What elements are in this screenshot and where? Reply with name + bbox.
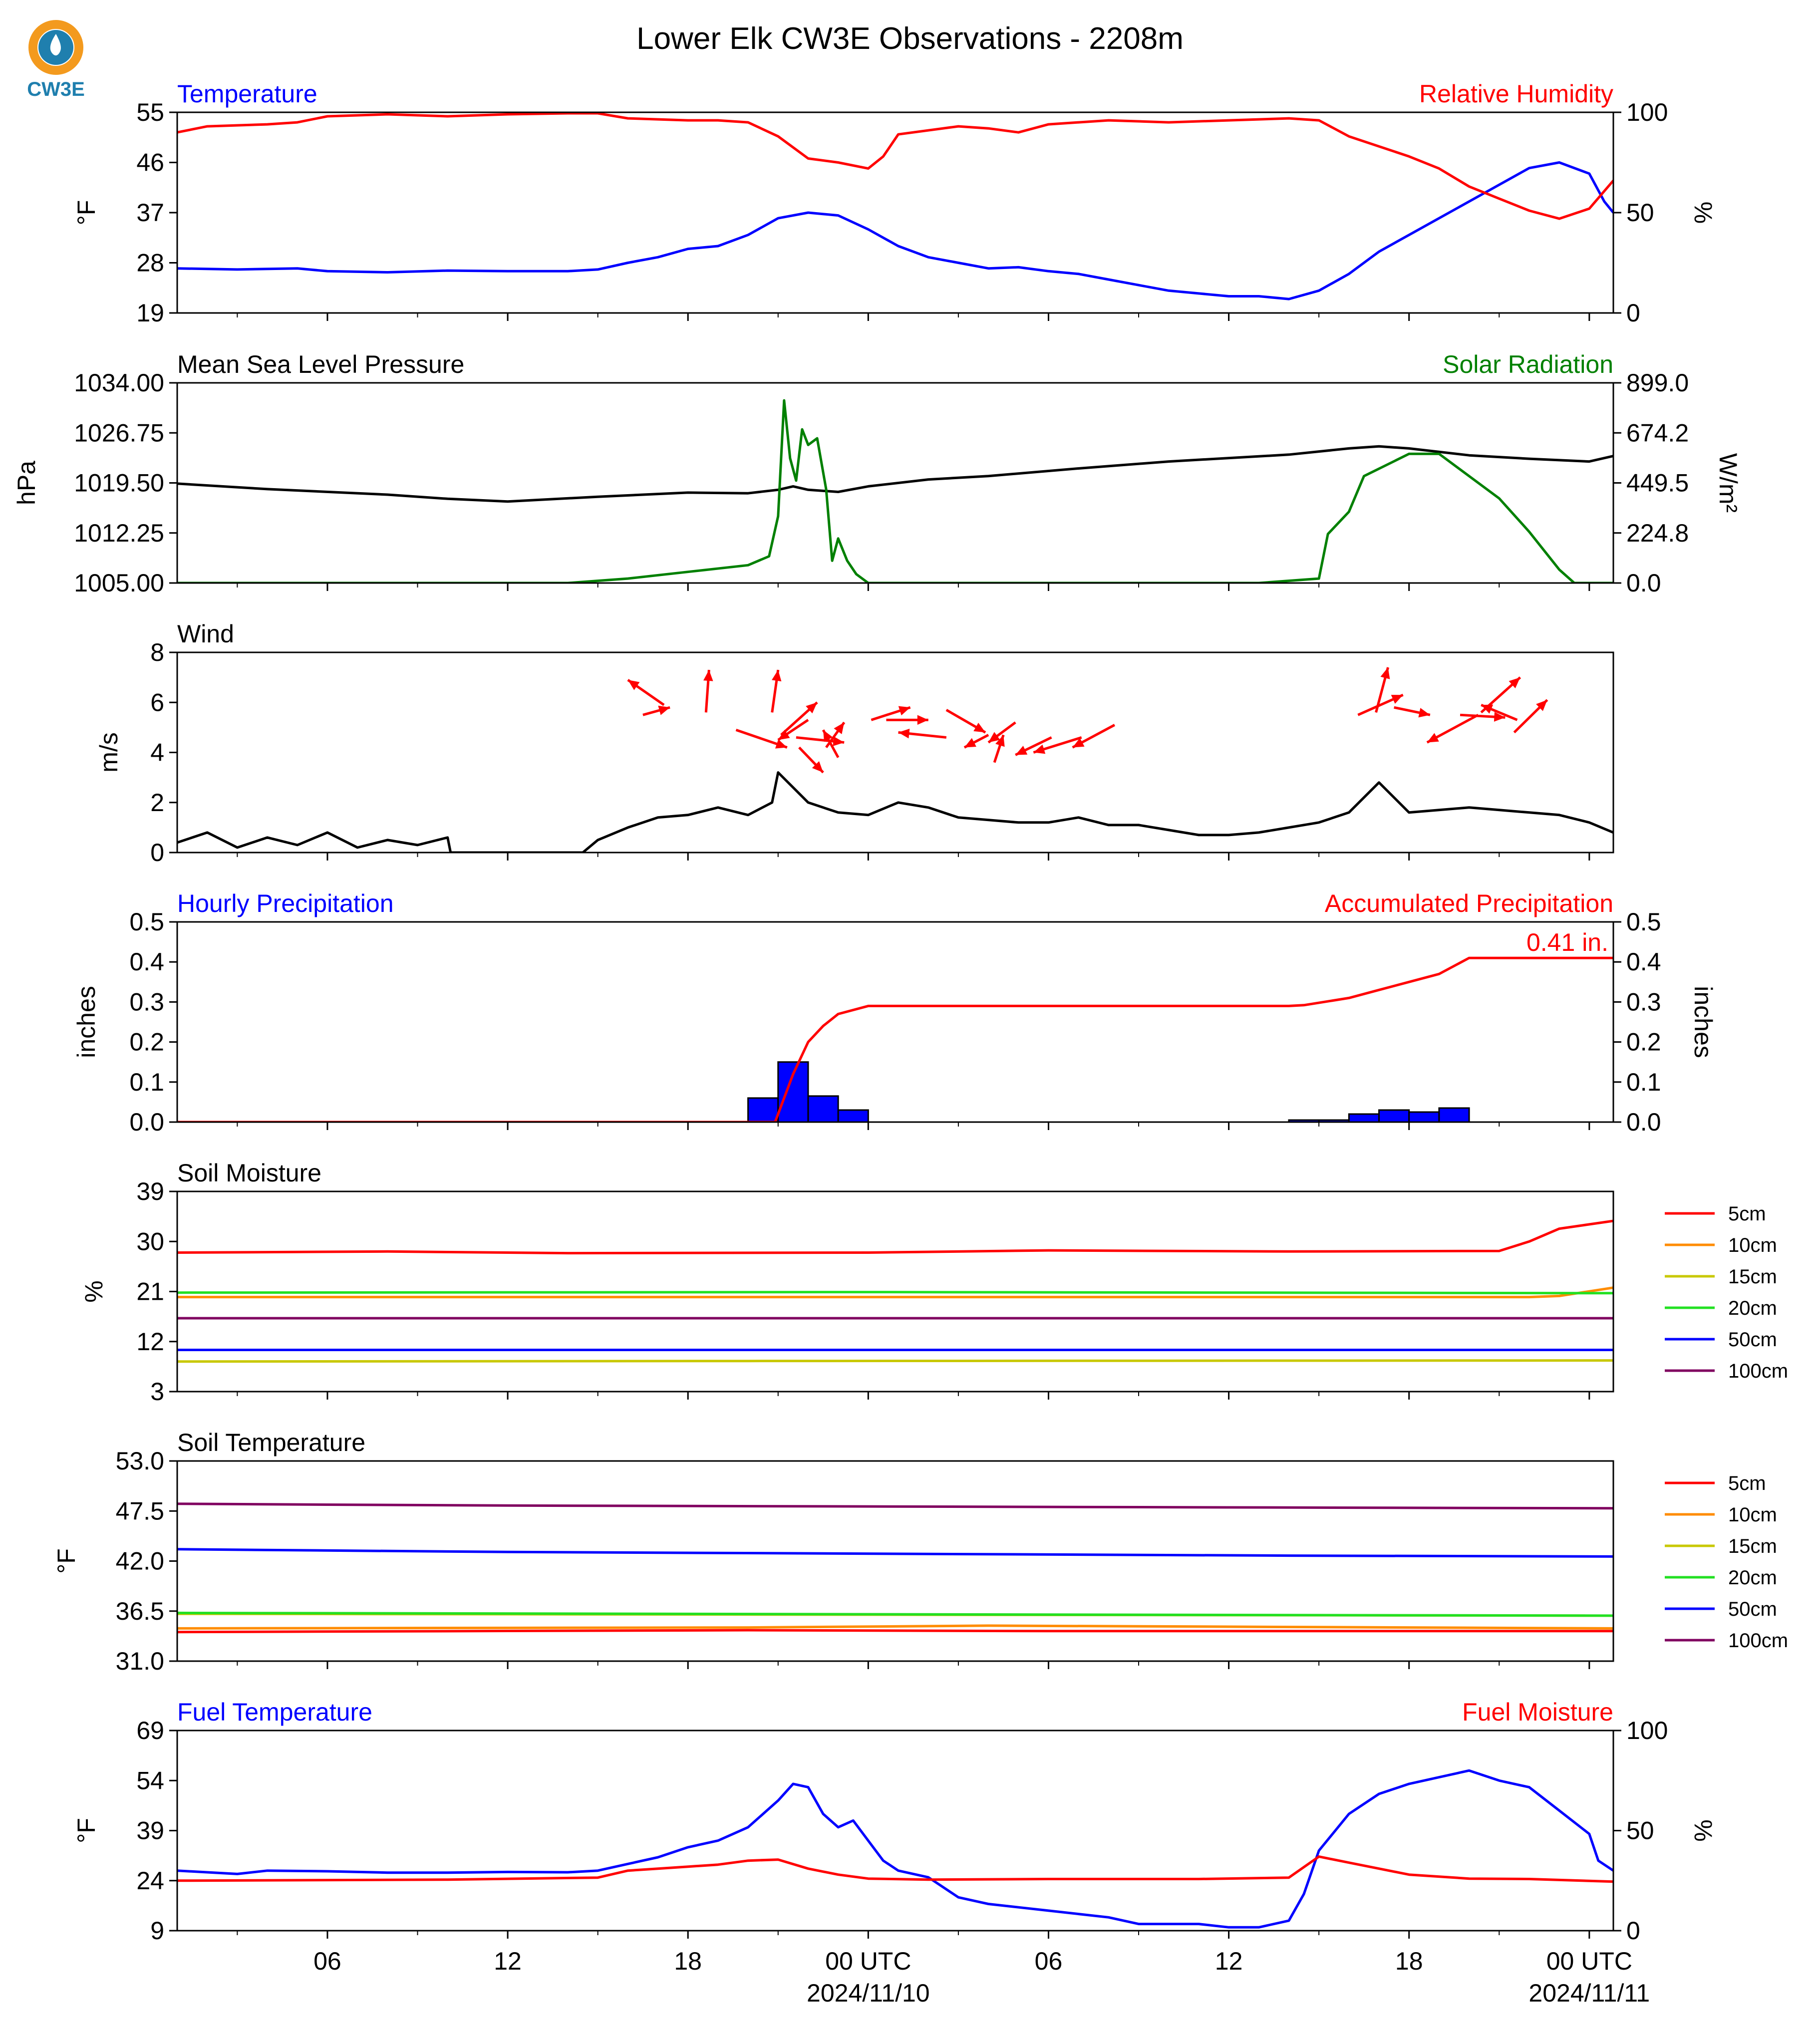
y-unit-right: inches — [1689, 986, 1717, 1058]
y-tick-label-left: 0.0 — [129, 1108, 164, 1136]
y-unit-left: m/s — [95, 732, 123, 773]
series-line-accumulated-precipitation — [177, 958, 1613, 1122]
series-line-100cm — [177, 1504, 1613, 1508]
wind-vector-arrow — [643, 706, 670, 715]
y-tick-label-left: 46 — [136, 148, 164, 177]
x-tick-label: 18 — [1395, 1947, 1423, 1975]
x-tick-label: 00 UTC — [825, 1947, 911, 1975]
y-unit-left: inches — [72, 986, 100, 1058]
y-tick-label-left: 1012.25 — [74, 519, 164, 547]
y-unit-left: % — [80, 1280, 108, 1303]
wind-vector-arrow — [871, 706, 910, 720]
panel-title-right: Accumulated Precipitation — [1324, 889, 1613, 917]
legend-label-15cm: 15cm — [1728, 1266, 1777, 1288]
y-tick-label-left: 0.4 — [129, 948, 164, 976]
panel-precip — [72, 889, 1717, 1136]
panel-temp_rh — [72, 80, 1717, 327]
series-line-5cm — [177, 1221, 1613, 1253]
panel-title-left: Hourly Precipitation — [177, 889, 394, 917]
y-tick-label-right: 0.4 — [1626, 948, 1661, 976]
series-line-solar-radiation — [177, 400, 1613, 583]
panel-soil_temp — [52, 1429, 1788, 1675]
legend-label-10cm: 10cm — [1728, 1234, 1777, 1256]
x-tick-label: 12 — [494, 1947, 522, 1975]
precip-bar — [1439, 1108, 1469, 1122]
plot-area — [177, 958, 1613, 1122]
panel-title-left: Soil Moisture — [177, 1159, 321, 1187]
y-tick-label-left: 31.0 — [115, 1647, 164, 1675]
wind-vector-arrow — [1073, 725, 1115, 747]
panel-title-right: Relative Humidity — [1419, 80, 1613, 108]
wind-vector-arrow — [899, 729, 946, 738]
x-date-label: 2024/11/11 — [1528, 1979, 1650, 2007]
y-tick-label-left: 1026.75 — [74, 419, 164, 447]
wind-vector-arrow — [1427, 715, 1478, 742]
legend-label-100cm: 100cm — [1728, 1630, 1789, 1652]
precip-bar — [1409, 1112, 1439, 1122]
y-tick-label-left: 69 — [136, 1717, 164, 1744]
y-unit-right: W/m² — [1714, 453, 1742, 513]
y-unit-left: °F — [52, 1548, 80, 1574]
panel-soil_moisture — [80, 1159, 1788, 1406]
legend-label-15cm: 15cm — [1728, 1535, 1777, 1557]
y-tick-label-left: 21 — [136, 1277, 164, 1306]
y-tick-label-left: 39 — [136, 1177, 164, 1205]
series-line-mean-sea-level-pressure — [177, 446, 1613, 502]
y-tick-label-left: 30 — [136, 1227, 164, 1256]
panel-title-left: Fuel Temperature — [177, 1698, 372, 1726]
y-tick-label-left: 42.0 — [115, 1547, 164, 1575]
y-tick-label-right: 0.0 — [1626, 569, 1661, 597]
plot-area — [177, 1221, 1613, 1362]
panel-frame — [177, 1731, 1613, 1931]
y-tick-label-left: 36.5 — [115, 1597, 164, 1625]
y-unit-left: °F — [72, 1818, 100, 1843]
wind-vector-arrow — [796, 736, 844, 746]
y-tick-label-right: 50 — [1626, 199, 1654, 227]
y-tick-label-left: 47.5 — [115, 1497, 164, 1525]
precip-bar — [778, 1062, 808, 1122]
wind-vector-arrow — [964, 735, 988, 747]
legend-label-10cm: 10cm — [1728, 1504, 1777, 1526]
wind-vector-head — [834, 722, 844, 734]
y-tick-label-left: 19 — [136, 299, 164, 327]
y-tick-label-right: 0.1 — [1626, 1068, 1661, 1096]
y-tick-label-right: 0 — [1626, 299, 1640, 327]
legend-label-50cm: 50cm — [1728, 1598, 1777, 1620]
figure-title: Lower Elk CW3E Observations - 2208m — [636, 21, 1184, 56]
wind-vector-arrow — [628, 680, 664, 705]
y-tick-label-left: 55 — [136, 98, 164, 126]
wind-vector-head — [778, 730, 790, 740]
legend-label-5cm: 5cm — [1728, 1203, 1766, 1225]
wind-vector-head — [775, 739, 787, 749]
panels — [12, 80, 1788, 1945]
y-tick-label-left: 2 — [150, 788, 164, 817]
y-tick-label-left: 1034.00 — [74, 369, 164, 397]
y-tick-label-left: 0.5 — [129, 908, 164, 936]
legend-label-20cm: 20cm — [1728, 1567, 1777, 1589]
panel-frame — [177, 922, 1613, 1122]
y-tick-label-left: 6 — [150, 688, 164, 717]
wind-vector-head — [1418, 708, 1430, 717]
x-date-label: 2024/11/10 — [807, 1979, 930, 2007]
wind-vector-arrow — [886, 715, 928, 725]
plot-area — [177, 667, 1613, 853]
plot-area — [177, 1770, 1613, 1927]
y-unit-left: hPa — [12, 461, 40, 505]
legend-label-50cm: 50cm — [1728, 1329, 1777, 1351]
x-tick-label: 12 — [1214, 1947, 1243, 1975]
panel-frame — [177, 652, 1613, 853]
cw3e-logo — [27, 24, 85, 100]
y-tick-label-left: 53.0 — [115, 1447, 164, 1475]
y-tick-label-right: 674.2 — [1626, 419, 1689, 447]
y-tick-label-right: 100 — [1626, 98, 1668, 126]
y-tick-label-right: 0.0 — [1626, 1108, 1661, 1136]
x-tick-label: 00 UTC — [1546, 1947, 1632, 1975]
wind-vector-arrow — [703, 670, 713, 712]
panel-pressure_solar — [12, 350, 1742, 597]
y-tick-label-left: 1019.50 — [74, 469, 164, 497]
wind-vector-arrow — [1394, 707, 1430, 717]
y-tick-label-right: 0.5 — [1626, 908, 1661, 936]
panel-fuel — [72, 1698, 1717, 1945]
y-tick-label-right: 0.3 — [1626, 988, 1661, 1016]
precip-bar — [838, 1110, 868, 1122]
wind-vector-arrow — [946, 710, 985, 732]
y-unit-right: % — [1689, 201, 1717, 224]
panel-title-left: Wind — [177, 620, 234, 648]
wind-vector-arrow — [772, 670, 781, 712]
y-tick-label-right: 449.5 — [1626, 469, 1689, 497]
wind-vector-head — [772, 670, 781, 681]
y-tick-label-right: 0.2 — [1626, 1028, 1661, 1056]
y-tick-label-left: 0.3 — [129, 988, 164, 1016]
wind-vector-arrow — [1514, 700, 1547, 732]
precip-bar — [1379, 1110, 1409, 1122]
wind-vector-head — [899, 706, 910, 716]
plot-area — [177, 113, 1613, 299]
precip-bar — [1349, 1114, 1379, 1122]
panel-frame — [177, 112, 1613, 313]
precip-bar — [748, 1098, 778, 1122]
accumulated-total-label: 0.41 in. — [1526, 928, 1608, 957]
series-line-5cm — [177, 1630, 1613, 1632]
x-axis-labels — [313, 1947, 1650, 2007]
y-tick-label-left: 24 — [136, 1866, 164, 1895]
plot-area — [177, 1504, 1613, 1632]
y-tick-label-left: 8 — [150, 638, 164, 666]
series-line-temperature — [177, 163, 1613, 299]
y-tick-label-right: 899.0 — [1626, 369, 1689, 397]
legend-label-5cm: 5cm — [1728, 1472, 1766, 1494]
y-tick-label-left: 0 — [150, 839, 164, 867]
series-line-20cm — [177, 1292, 1613, 1293]
series-line-10cm — [177, 1626, 1613, 1629]
plot-area — [177, 400, 1613, 583]
y-tick-label-left: 3 — [150, 1378, 164, 1406]
x-tick-label: 06 — [1034, 1947, 1063, 1975]
y-tick-label-left: 9 — [150, 1917, 164, 1945]
x-tick-label: 18 — [674, 1947, 702, 1975]
y-tick-label-right: 100 — [1626, 1717, 1668, 1744]
series-line-relative-humidity — [177, 113, 1613, 219]
wind-vector-arrow — [1376, 667, 1390, 712]
y-unit-left: °F — [72, 200, 100, 226]
y-tick-label-left: 12 — [136, 1327, 164, 1356]
legend — [1665, 1203, 1788, 1382]
series-line-15cm — [177, 1361, 1613, 1362]
y-tick-label-left: 0.1 — [129, 1068, 164, 1096]
x-tick-label: 06 — [313, 1947, 341, 1975]
y-tick-label-left: 4 — [150, 738, 164, 767]
wind-vector-head — [703, 670, 713, 681]
panel-title-right: Solar Radiation — [1443, 350, 1613, 378]
wind-vector-head — [628, 680, 640, 690]
y-tick-label-left: 0.2 — [129, 1028, 164, 1056]
panel-title-left: Temperature — [177, 80, 317, 108]
panel-title-left: Mean Sea Level Pressure — [177, 350, 465, 378]
y-tick-label-left: 28 — [136, 249, 164, 277]
y-tick-label-right: 50 — [1626, 1816, 1654, 1845]
wind-vector-arrow — [781, 702, 817, 735]
legend — [1665, 1472, 1788, 1652]
panel-title-right: Fuel Moisture — [1462, 1698, 1613, 1726]
precip-bar — [808, 1096, 838, 1122]
y-tick-label-left: 37 — [136, 199, 164, 227]
legend-label-100cm: 100cm — [1728, 1360, 1789, 1382]
y-tick-label-left: 1005.00 — [74, 569, 164, 597]
series-line-fuel-temperature — [177, 1770, 1613, 1927]
y-tick-label-right: 224.8 — [1626, 519, 1689, 547]
y-tick-label-left: 54 — [136, 1766, 164, 1795]
panel-title-left: Soil Temperature — [177, 1429, 366, 1456]
y-tick-label-left: 39 — [136, 1816, 164, 1845]
y-tick-label-right: 0 — [1626, 1917, 1640, 1945]
wind-vector-arrow — [799, 747, 823, 772]
y-unit-right: % — [1689, 1819, 1717, 1842]
logo-text: CW3E — [27, 78, 85, 100]
panel-wind — [95, 620, 1613, 867]
legend-label-20cm: 20cm — [1728, 1297, 1777, 1319]
wind-vector-head — [917, 715, 928, 725]
series-line-wind-speed — [177, 773, 1613, 853]
series-line-50cm — [177, 1549, 1613, 1557]
